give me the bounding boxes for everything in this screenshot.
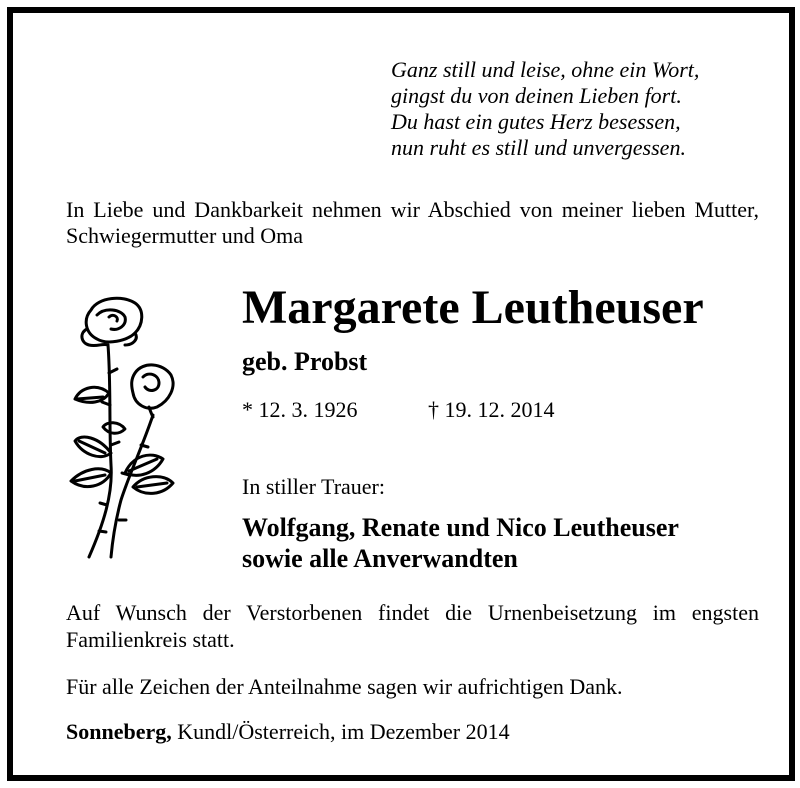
birth-date: * 12. 3. 1926 (242, 397, 358, 422)
birth-name: geb. Probst (242, 347, 368, 376)
burial-note: Auf Wunsch der Verstorbenen findet die Urnenbeisetzung im engsten Familienkreis statt. (66, 600, 759, 652)
intro-text: In Liebe und Dankbarkeit nehmen wir Abschied von meiner lieben Mutter, Schwiegermutter und Oma (66, 197, 759, 248)
poem-line: nun ruht es still und unvergessen. (391, 135, 686, 160)
mourning-label: In stiller Trauer: (242, 474, 385, 499)
thanks-text: Für alle Zeichen der Anteilnahme sagen wir aufrichtigen Dank. (66, 674, 623, 699)
mourners (242, 512, 679, 574)
rose-illustration-icon (63, 295, 193, 565)
life-dates (242, 396, 555, 424)
signoff-rest: Kundl/Österreich, im Dezember 2014 (171, 719, 510, 744)
obituary-frame (7, 7, 795, 781)
mourners-line: Wolfgang, Renate und Nico Leutheuser (242, 513, 679, 542)
signoff (66, 718, 510, 745)
poem-line: Du hast ein gutes Herz besessen, (391, 109, 681, 134)
poem-line: gingst du von deinen Lieben fort. (391, 83, 682, 108)
poem-line: Ganz still und leise, ohne ein Wort, (391, 57, 700, 82)
poem (391, 57, 699, 161)
death-date: † 19. 12. 2014 (428, 397, 555, 422)
signoff-place: Sonneberg, (66, 719, 172, 744)
deceased-name: Margarete Leutheuser (242, 281, 704, 334)
mourners-line: sowie alle Anverwandten (242, 544, 518, 573)
